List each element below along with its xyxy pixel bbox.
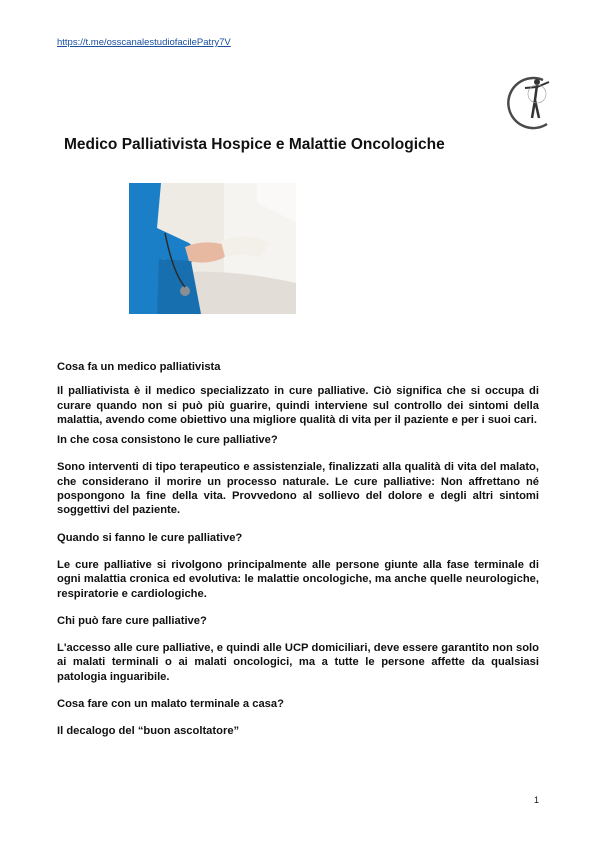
telegram-link[interactable]: https://t.me/osscanalestudiofacilePatry7V xyxy=(57,37,231,48)
section-paragraph: Le cure palliative si rivolgono principalmente alle persone giunte alla fase terminale di ogni malattia cronica ed evolutiva: le malattie oncologiche, ma anche quelle neurologiche, respiratorie e cardiologiche. xyxy=(57,558,539,600)
section-paragraph: Il palliativista è il medico specializzato in cure palliative. Ciò significa che si occupa di curare quando non si può più guarire, quindi interviene sul controllo dei sintomi della malattia, avendo come obiettivo una migliore qualità di vita per il paziente e per i suoi cari. xyxy=(57,385,539,426)
section-heading: Chi può fare cure palliative? xyxy=(57,614,207,627)
section-heading: Cosa fa un medico palliativista xyxy=(57,361,221,373)
section-heading: Cosa fare con un malato terminale a casa? xyxy=(57,698,284,711)
section-paragraph: Sono interventi di tipo terapeutico e assistenziale, finalizzati alla qualità di vita del malato, che considerano il morire un processo naturale. Le cure palliative: Non affrettano né pospongono la fine della vita. Provvedono al sollievo del dolore e degli altri sintomi soggettivi del paziente. xyxy=(57,461,539,517)
logo-icon xyxy=(503,70,561,134)
document-body xyxy=(57,360,539,739)
caregiver-holding-hand-photo xyxy=(129,183,296,314)
page-number: 1 xyxy=(534,795,540,805)
section-heading: In che cosa consistono le cure palliative? xyxy=(57,434,278,447)
section-paragraph: L'accesso alle cure palliative, e quindi alle UCP domiciliari, deve essere garantito non solo ai malati terminali o ai malati oncologici, ma a tutte le persone affette da qualsiasi patologia inguaribile. xyxy=(57,642,539,683)
section-heading: Il decalogo del “buon ascoltatore” xyxy=(57,725,240,738)
document-title: Medico Palliativista Hospice e Malattie Oncologiche xyxy=(64,136,445,153)
section-heading: Quando si fanno le cure palliative? xyxy=(57,531,243,544)
